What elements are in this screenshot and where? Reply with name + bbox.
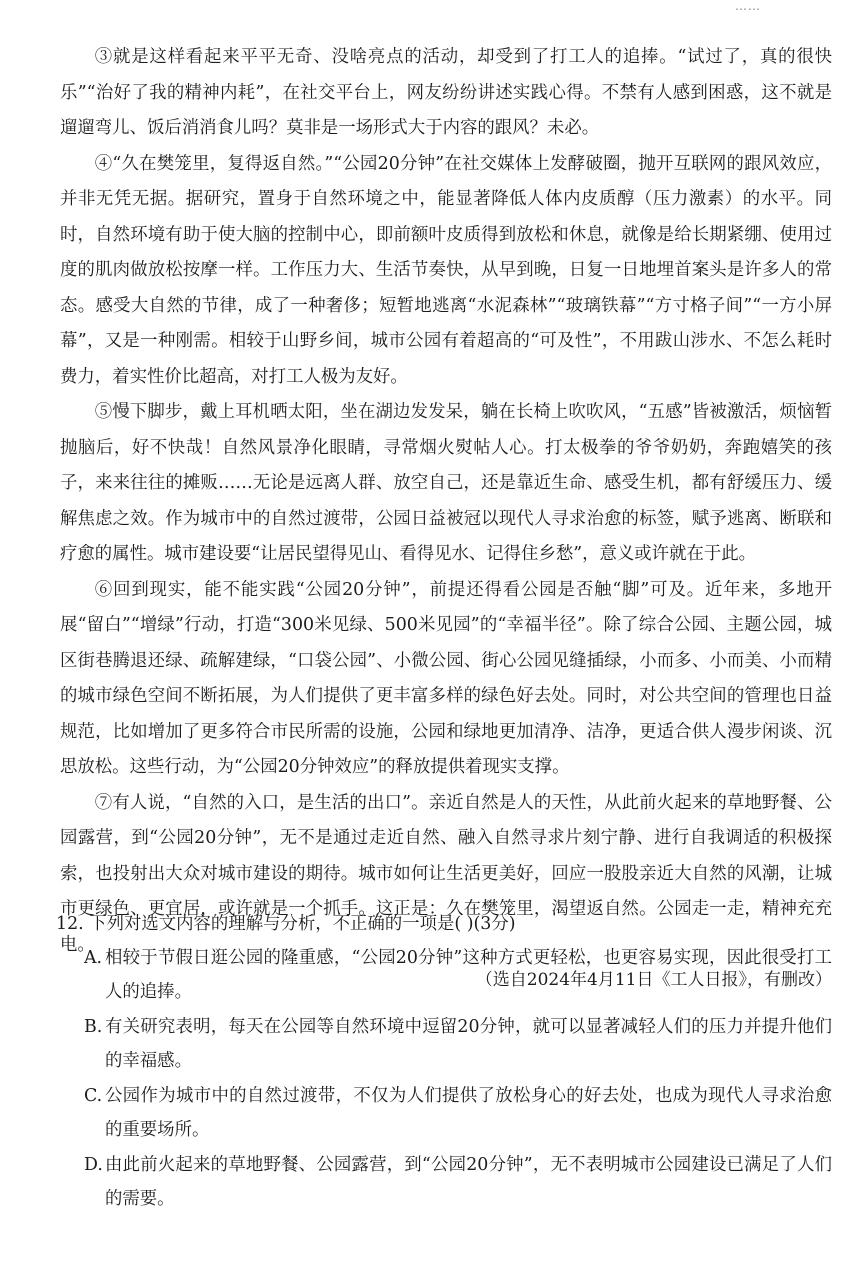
option-text: 公园作为城市中的自然过渡带，不仅为人们提供了放松身心的好去处，也成为现代人寻求治愈的重要场所。 — [105, 1086, 832, 1140]
option-text: 由此前火起来的草地野餐、公园露营，到“公园20分钟”，无不表明城市公园建设已满足了人们的需要。 — [105, 1155, 832, 1209]
option-letter: A. — [84, 948, 103, 968]
paragraph-3: ③就是这样看起来平平无奇、没啥亮点的活动，却受到了打工人的追捧。“试过了，真的很快乐”“治好了我的精神内耗”，在社交平台上，网友纷纷讲述实践心得。不禁有人感到困惑，这不就是遛遛弯儿、饭后消消食儿吗？莫非是一场形式大于内容的跟风？未必。 — [60, 47, 832, 138]
paragraph-5: ⑤慢下脚步，戴上耳机晒太阳，坐在湖边发发呆，躺在长椅上吹吹风，“五感”皆被激活，烦恼暂抛脑后，好不快哉！自然风景净化眼睛，寻常烟火熨帖人心。打太极拳的爷爷奶奶，奔跑嬉笑的孩子，来来往往的摊贩……无论是远离人群、放空自己，还是靠近生命、感受生机，都有舒缓压力、缓解焦虑之效。作为城市中的自然过渡带，公园日益被冠以现代人寻求治愈的标签，赋予逃离、断联和疗愈的属性。城市建设要“让居民望得见山、看得见水、记得住乡愁”，意义或许就在于此。 — [60, 402, 832, 564]
paragraph-4: ④“久在樊笼里，复得返自然。”“公园20分钟”在社交媒体上发酵破圈，抛开互联网的跟风效应，并非无凭无据。据研究，置身于自然环境之中，能显著降低人体内皮质醇（压力激素）的水平。同时，自然环境有助于使大脑的控制中心，即前额叶皮质得到放松和休息，就像是给长期紧绷、使用过度的肌肉做放松按摩一样。工作压力大、生活节奏快，从早到晚，日复一日地埋首案头是许多人的常态。感受大自然的节律，成了一种奢侈；短暂地逃离“水泥森林”“玻璃铁幕”“方寸格子间”“一方小屏幕”，又是一种刚需。相较于山野乡间，城市公园有着超高的“可及性”，不用跋山涉水、不怎么耗时费力，着实性价比超高，对打工人极为友好。 — [60, 153, 832, 387]
question-stem: 12. 下列对选文内容的理解与分析，不正确的一项是( )(3分) — [56, 914, 516, 934]
top-edge-scrap: …… — [735, 0, 761, 13]
option-c — [60, 1079, 832, 1147]
option-a — [60, 941, 832, 1009]
option-letter: C. — [84, 1086, 103, 1106]
reading-passage — [56, 40, 832, 997]
question-12 — [56, 907, 832, 1217]
option-letter: D. — [84, 1155, 103, 1175]
source-citation: （选自2024年4月11日《工人日报》，有删改） — [475, 970, 832, 990]
option-letter: B. — [84, 1017, 103, 1037]
option-b — [60, 1010, 832, 1078]
paragraph-6: ⑥回到现实，能不能实践“公园20分钟”，前提还得看公园是否触“脚”可及。近年来，多地开展“留白”“增绿”行动，打造“300米见绿、500米见园”的“幸福半径”。除了综合公园、主题公园，城区街巷腾退还绿、疏解建绿，“口袋公园”、小微公园、街心公园见缝插绿，小而多、小而美、小而精的城市绿色空间不断拓展，为人们提供了更丰富多样的绿色好去处。同时，对公共空间的管理也日益规范，比如增加了更多符合市民所需的设施，公园和绿地更加清净、洁净，更适合供人漫步闲谈、沉思放松。这些行动，为“公园20分钟效应”的释放提供着现实支撑。 — [60, 579, 832, 777]
option-text: 有关研究表明，每天在公园等自然环境中逗留20分钟，就可以显著减轻人们的压力并提升他们的幸福感。 — [105, 1017, 832, 1071]
option-text: 相较于节假日逛公园的隆重感，“公园20分钟”这种方式更轻松，也更容易实现，因此很受打工人的追捧。 — [105, 948, 832, 1002]
option-d — [60, 1148, 832, 1216]
paragraph-7: ⑦有人说，“自然的入口，是生活的出口”。亲近自然是人的天性，从此前火起来的草地野餐、公园露营，到“公园20分钟”，无不是通过走近自然、融入自然寻求片刻宁静、进行自我调适的积极探索，也投射出大众对城市建设的期待。城市如何让生活更美好，回应一股股亲近大自然的风潮，让城市更绿色、更宜居，或许就是一个抓手。这正是：久在樊笼里，渴望返自然。公园走一走，精神充充电。 — [60, 792, 832, 955]
